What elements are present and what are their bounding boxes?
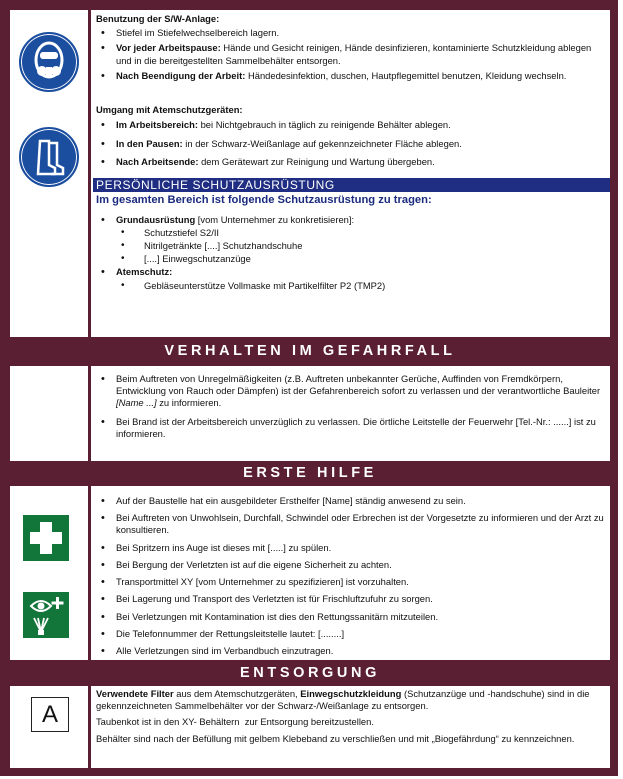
- list-item: • Im Arbeitsbereich: bei Nichtgebrauch in täglich zu reinigende Behälter ablegen.: [96, 119, 604, 131]
- waste-category-a-icon: A: [31, 697, 69, 732]
- psa-subtitle: Im gesamten Bereich ist folgende Schutzausrüstung zu tragen:: [96, 193, 432, 206]
- erste-hilfe-icon-column: [10, 486, 88, 660]
- top-icon-column: [10, 10, 88, 337]
- atem-heading: Umgang mit Atemschutzgeräten:: [96, 104, 243, 116]
- list-item: • Auf der Baustelle hat ein ausgebildeter Ersthelfer [Name] ständig anwesend zu sein.: [96, 495, 604, 507]
- atem-list: [96, 119, 604, 168]
- list-item: • Die Telefonnummer der Rettungsleitstelle lautet: [........]: [96, 628, 604, 640]
- entsorgung-paragraph-3: Behälter sind nach der Befüllung mit gelbem Klebeband zu verschließen und mit „Biogefährdung“ zu kennzeichnen.: [96, 732, 575, 744]
- list-item: • Transportmittel XY [vom Unternehmer zu spezifizieren] ist vorzuhalten.: [96, 576, 604, 588]
- list-item: • Alle Verletzungen sind im Verbandbuch einzutragen.: [96, 645, 604, 657]
- list-item: • Nitrilgetränkte [....] Schutzhandschuhe: [116, 240, 604, 252]
- erste-hilfe-content: [91, 486, 610, 660]
- entsorgung-paragraph-1: Verwendete Filter aus dem Atemschutzgeräten, Einwegschutzkleidung (Schutzanzüge und -handschuhe) sind in die gekennzeichneten Sammelbehälter vor der Schwarz-/Weißanlage zu entsorgen.: [96, 688, 590, 712]
- list-item: • Bei Spritzern ins Auge ist dieses mit [.....] zu spülen.: [96, 542, 604, 554]
- list-item: • Bei Bergung der Verletzten ist auf die eigene Sicherheit zu achten.: [96, 559, 604, 571]
- entsorgung-paragraph-2: Taubenkot ist in den XY- Behältern zur Entsorgung bereitzustellen.: [96, 716, 374, 728]
- list-item: • Bei Verletzungen mit Kontamination ist dies den Rettungssanitärn mitzuteilen.: [96, 611, 604, 623]
- verhalten-icon-column: [10, 366, 88, 461]
- list-item: • Nach Arbeitsende: dem Gerätewart zur Reinigung und Wartung übergeben.: [96, 156, 604, 168]
- sw-heading: Benutzung der S/W-Anlage:: [96, 13, 220, 24]
- list-item: • Stiefel im Stiefelwechselbereich lagern.: [96, 27, 604, 39]
- list-item: • Grundausrüstung [vom Unternehmer zu konkretisieren]: • Schutzstiefel S2/II • Nitrilgetränkte [....] Schutzhandschuhe • [....] Einwegschutzanzüge: [96, 214, 604, 266]
- list-item: • Gebläseunterstütze Vollmaske mit Partikelfilter P2 (TMP2): [116, 280, 604, 292]
- face-mask-icon: [19, 32, 79, 92]
- verhalten-content: [91, 366, 610, 461]
- first-aid-cross-icon: [23, 515, 69, 561]
- entsorgung-icon-column: [10, 686, 88, 768]
- eye-wash-icon: [23, 592, 69, 638]
- boots-icon: [19, 127, 79, 187]
- list-item: • Bei Brand ist der Arbeitsbereich unverzüglich zu verlassen. Die örtliche Leitstelle der Feuerwehr [Tel.-Nr.: ......] ist zu informieren.: [96, 416, 604, 440]
- list-item: • Beim Auftreten von Unregelmäßigkeiten (z.B. Auftreten unbekannter Gerüche, Auffinden von Fremdkörpern, Entwicklung von Rauch oder Dämpfen) ist der Gefahrenbereich sofort zu verlassen und der verantwortliche Bauleiter [Name ...] zu informieren.: [96, 373, 604, 410]
- erste-hilfe-title: ERSTE HILFE: [243, 465, 377, 481]
- list-item: • Bei Lagerung und Transport des Verletzten ist für Frischluftzufuhr zu sorgen.: [96, 593, 604, 605]
- list-item: • Schutzstiefel S2/II: [116, 227, 604, 239]
- list-item: • Atemschutz: • Gebläseunterstütze Vollmaske mit Partikelfilter P2 (TMP2): [96, 266, 604, 291]
- top-content: [91, 10, 610, 337]
- list-item: • [....] Einwegschutzanzüge: [116, 253, 604, 265]
- verhalten-title: VERHALTEN IM GEFAHRFALL: [164, 343, 456, 359]
- entsorgung-title: ENTSORGUNG: [240, 665, 380, 681]
- psa-list: [96, 214, 604, 292]
- list-item: • Nach Beendigung der Arbeit: Händedesinfektion, duschen, Hautpflegemittel benutzen, Kleidung wechseln.: [96, 70, 604, 82]
- list-item: • In den Pausen: in der Schwarz-Weißanlage auf gekennzeichneter Fläche ablegen.: [96, 138, 604, 150]
- entsorgung-content: [91, 686, 610, 768]
- list-item: • Vor jeder Arbeitspause: Hände und Gesicht reinigen, Hände desinfizieren, kontaminierte Schutzkleidung ablegen und in die bereitgestellten Sammelbehälter entsorgen.: [96, 42, 604, 66]
- list-item: • Bei Auftreten von Unwohlsein, Durchfall, Schwindel oder Erbrechen ist der Vorgesetzte zu informieren und der Arzt zu konsultieren.: [96, 512, 604, 536]
- atemschutz-sublist: [116, 280, 604, 292]
- verhalten-list: [96, 373, 604, 440]
- psa-bar: PERSÖNLICHE SCHUTZAUSRÜSTUNG: [93, 178, 610, 192]
- grund-sublist: [116, 227, 604, 266]
- erste-hilfe-list: [96, 495, 604, 657]
- sw-list: [96, 27, 604, 82]
